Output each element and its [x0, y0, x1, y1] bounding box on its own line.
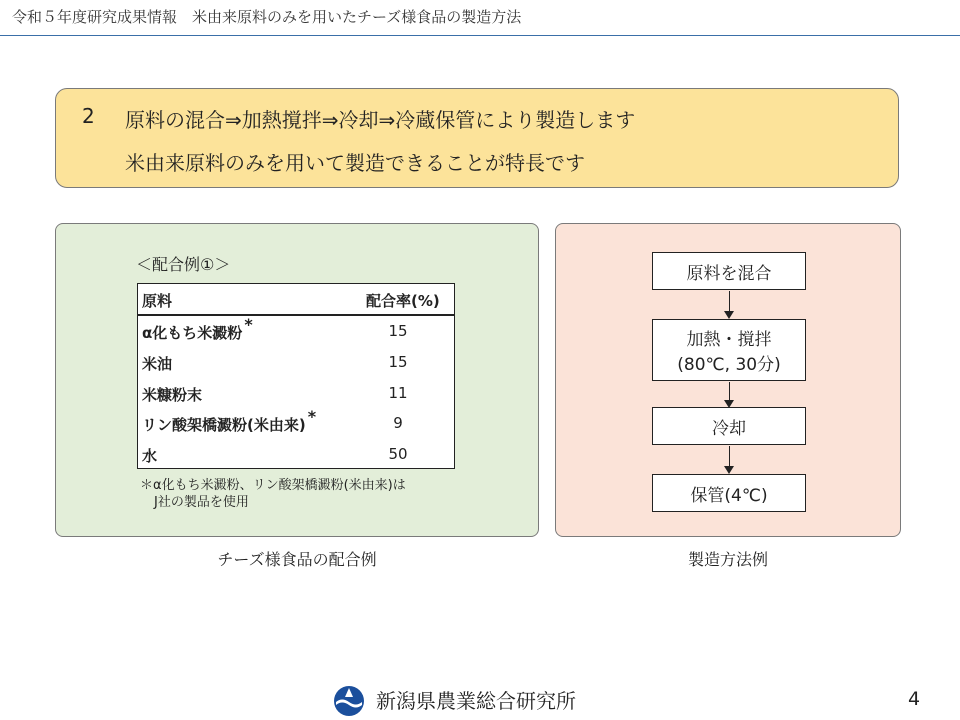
ingredient-rate: 9: [393, 414, 403, 432]
column-header-rate: 配合率(%): [366, 292, 440, 310]
table-row: [138, 347, 454, 378]
table-header-row: [138, 284, 454, 316]
ingredient-rate: 11: [388, 384, 408, 402]
header-title: 令和５年度研究成果情報 米由来原料のみを用いたチーズ様食品の製造方法: [12, 8, 522, 26]
recipe-footnote: ＊α化もち米澱粉、リン酸架橋澱粉(米由来)は J社の製品を使用: [140, 478, 406, 510]
header-divider: [0, 35, 960, 36]
flow-step-cool: 冷却: [652, 407, 806, 445]
ingredient-rate: 15: [388, 353, 408, 371]
summary-number: 2: [82, 104, 95, 128]
asterisk-mark: *: [244, 315, 253, 334]
footer-organization: 新潟県農業総合研究所: [376, 689, 576, 713]
recipe-table: [137, 283, 455, 469]
table-row: [138, 439, 454, 470]
prefecture-emblem-icon: [333, 685, 365, 717]
flow-step-mix: 原料を混合: [652, 252, 806, 290]
ingredient-name: α化もち米澱粉 *: [142, 315, 253, 342]
column-header-ingredient: 原料: [142, 292, 173, 310]
flow-arrow-down-icon: [729, 382, 730, 406]
ingredient-name: 米油: [142, 355, 173, 373]
ingredient-name: 水: [142, 447, 158, 465]
ingredient-rate: 15: [388, 322, 408, 340]
flow-arrow-down-icon: [729, 291, 730, 317]
recipe-caption: チーズ様食品の配合例: [217, 550, 377, 569]
flow-step-heat-stir: 加熱・撹拌 (80℃, 30分): [652, 319, 806, 381]
ingredient-rate: 50: [388, 445, 408, 463]
page-number: 4: [908, 688, 921, 710]
table-row: [138, 316, 454, 347]
ingredient-name: 米糠粉末: [142, 386, 203, 404]
recipe-heading: ＜配合例①＞: [136, 255, 231, 274]
summary-box: [55, 88, 899, 188]
flow-arrow-down-icon: [729, 446, 730, 472]
ingredient-name: リン酸架橋澱粉(米由来) *: [142, 407, 317, 434]
summary-line-2: 米由来原料のみを用いて製造できることが特長です: [125, 151, 585, 175]
table-row: [138, 378, 454, 409]
asterisk-mark: *: [307, 407, 317, 426]
summary-line-1: 原料の混合⇒加熱撹拌⇒冷却⇒冷蔵保管により製造します: [125, 108, 636, 132]
table-row: [138, 408, 454, 439]
process-panel: [555, 223, 901, 537]
recipe-panel: [55, 223, 539, 537]
process-caption: 製造方法例: [687, 550, 768, 569]
flow-step-storage: 保管(4℃): [652, 474, 806, 512]
